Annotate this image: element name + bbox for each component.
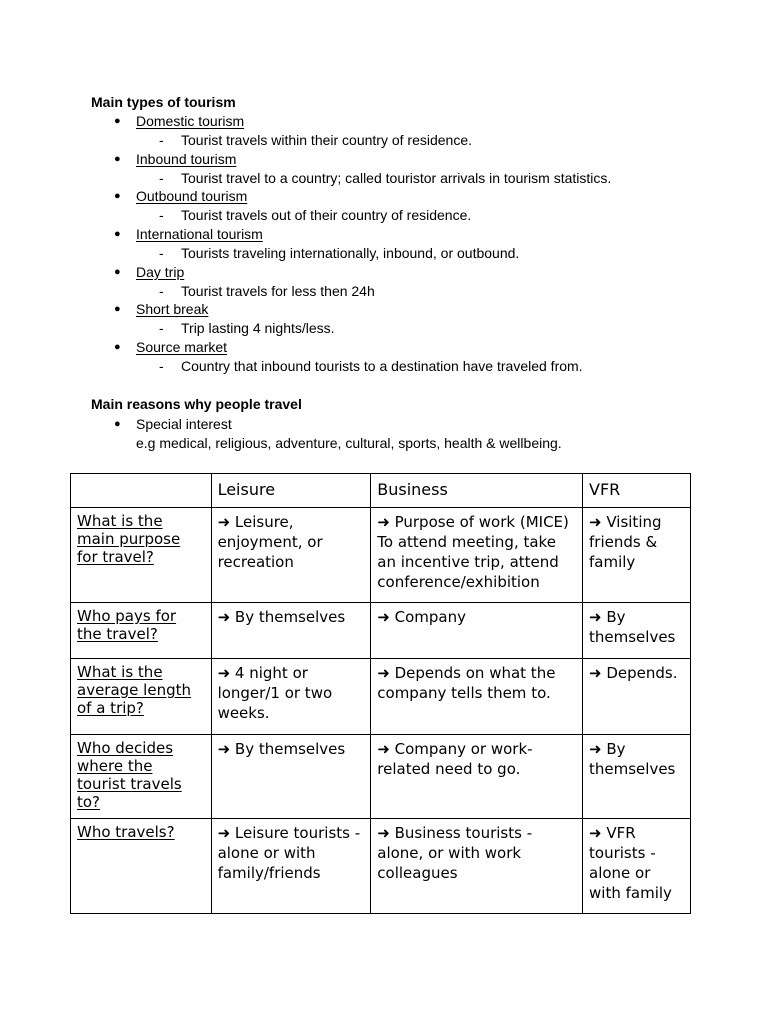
leisure-cell: ➜ 4 night or longer/1 or two weeks. (211, 659, 371, 735)
question-cell: Who travels? (71, 819, 212, 914)
business-cell: ➜ Business tourists - alone, or with work colleagues (371, 819, 583, 914)
definition-text: Tourist travel to a country; called touristor arrivals in tourism statistics. (181, 170, 612, 186)
vfr-cell: ➜ By themselves (583, 603, 691, 659)
question-cell: Who pays for the travel? (71, 603, 212, 659)
reason-detail: e.g medical, religious, adventure, cultural, sports, health & wellbeing. (136, 435, 562, 451)
table-header-row (71, 474, 691, 508)
term-label: Source market (136, 339, 228, 355)
bullet-icon: ● (114, 341, 121, 353)
vfr-cell: ➜ Visiting friends & family (583, 508, 691, 603)
table-row (71, 659, 691, 735)
bullet-icon: ● (114, 228, 121, 240)
bullet-icon: ● (114, 303, 121, 315)
bullet-icon: ● (114, 190, 121, 202)
dash-icon: - (159, 170, 164, 186)
definition-text: Tourist travels for less then 24h (181, 283, 375, 299)
question-cell: What is the average length of a trip? (71, 659, 212, 735)
dash-icon: - (159, 358, 164, 374)
business-cell: ➜ Depends on what the company tells them to. (371, 659, 583, 735)
business-cell: ➜ Company or work-related need to go. (371, 735, 583, 819)
definition-text: Tourists traveling internationally, inbound, or outbound. (181, 245, 520, 261)
bullet-icon: ● (114, 153, 121, 165)
business-cell: ➜ Company (371, 603, 583, 659)
table-row (71, 735, 691, 819)
dash-icon: - (159, 320, 164, 336)
bullet-icon: ● (114, 418, 121, 430)
leisure-cell: ➜ Leisure, enjoyment, or recreation (211, 508, 371, 603)
vfr-cell: ➜ VFR tourists - alone or with family (583, 819, 691, 914)
dash-icon: - (159, 207, 164, 223)
leisure-cell: ➜ By themselves (211, 603, 371, 659)
table-row (71, 508, 691, 603)
reason-label: Special interest (136, 416, 232, 432)
header-cell-vfr: VFR (583, 474, 691, 508)
definition-text: Country that inbound tourists to a destination have traveled from. (181, 358, 583, 374)
leisure-cell: ➜ Leisure tourists - alone or with family/friends (211, 819, 371, 914)
term-label: Domestic tourism (136, 113, 245, 129)
bullet-icon: ● (114, 266, 121, 278)
definition-text: Tourist travels out of their country of residence. (181, 207, 472, 223)
table-row (71, 819, 691, 914)
dash-icon: - (159, 245, 164, 261)
vfr-cell: ➜ By themselves (583, 735, 691, 819)
header-cell-blank (71, 474, 212, 508)
header-cell-leisure: Leisure (211, 474, 371, 508)
term-label: Outbound tourism (136, 188, 248, 204)
definition-text: Trip lasting 4 nights/less. (181, 320, 335, 336)
vfr-cell: ➜ Depends. (583, 659, 691, 735)
header-cell-business: Business (371, 474, 583, 508)
dash-icon: - (159, 132, 164, 148)
business-cell: ➜ Purpose of work (MICE) To attend meeting, take an incentive trip, attend conference/exhibition (371, 508, 583, 603)
question-cell: What is the main purpose for travel? (71, 508, 212, 603)
section-heading-travel-reasons: Main reasons why people travel (91, 396, 302, 412)
section-heading-tourism-types: Main types of tourism (91, 94, 236, 110)
table-row (71, 603, 691, 659)
bullet-icon: ● (114, 115, 121, 127)
dash-icon: - (159, 283, 164, 299)
travel-purpose-table (70, 473, 691, 914)
question-cell: Who decides where the tourist travels to? (71, 735, 212, 819)
term-label: Short break (136, 301, 209, 317)
term-label: International tourism (136, 226, 263, 242)
definition-text: Tourist travels within their country of residence. (181, 132, 473, 148)
term-label: Day trip (136, 264, 185, 280)
leisure-cell: ➜ By themselves (211, 735, 371, 819)
term-label: Inbound tourism (136, 151, 237, 167)
